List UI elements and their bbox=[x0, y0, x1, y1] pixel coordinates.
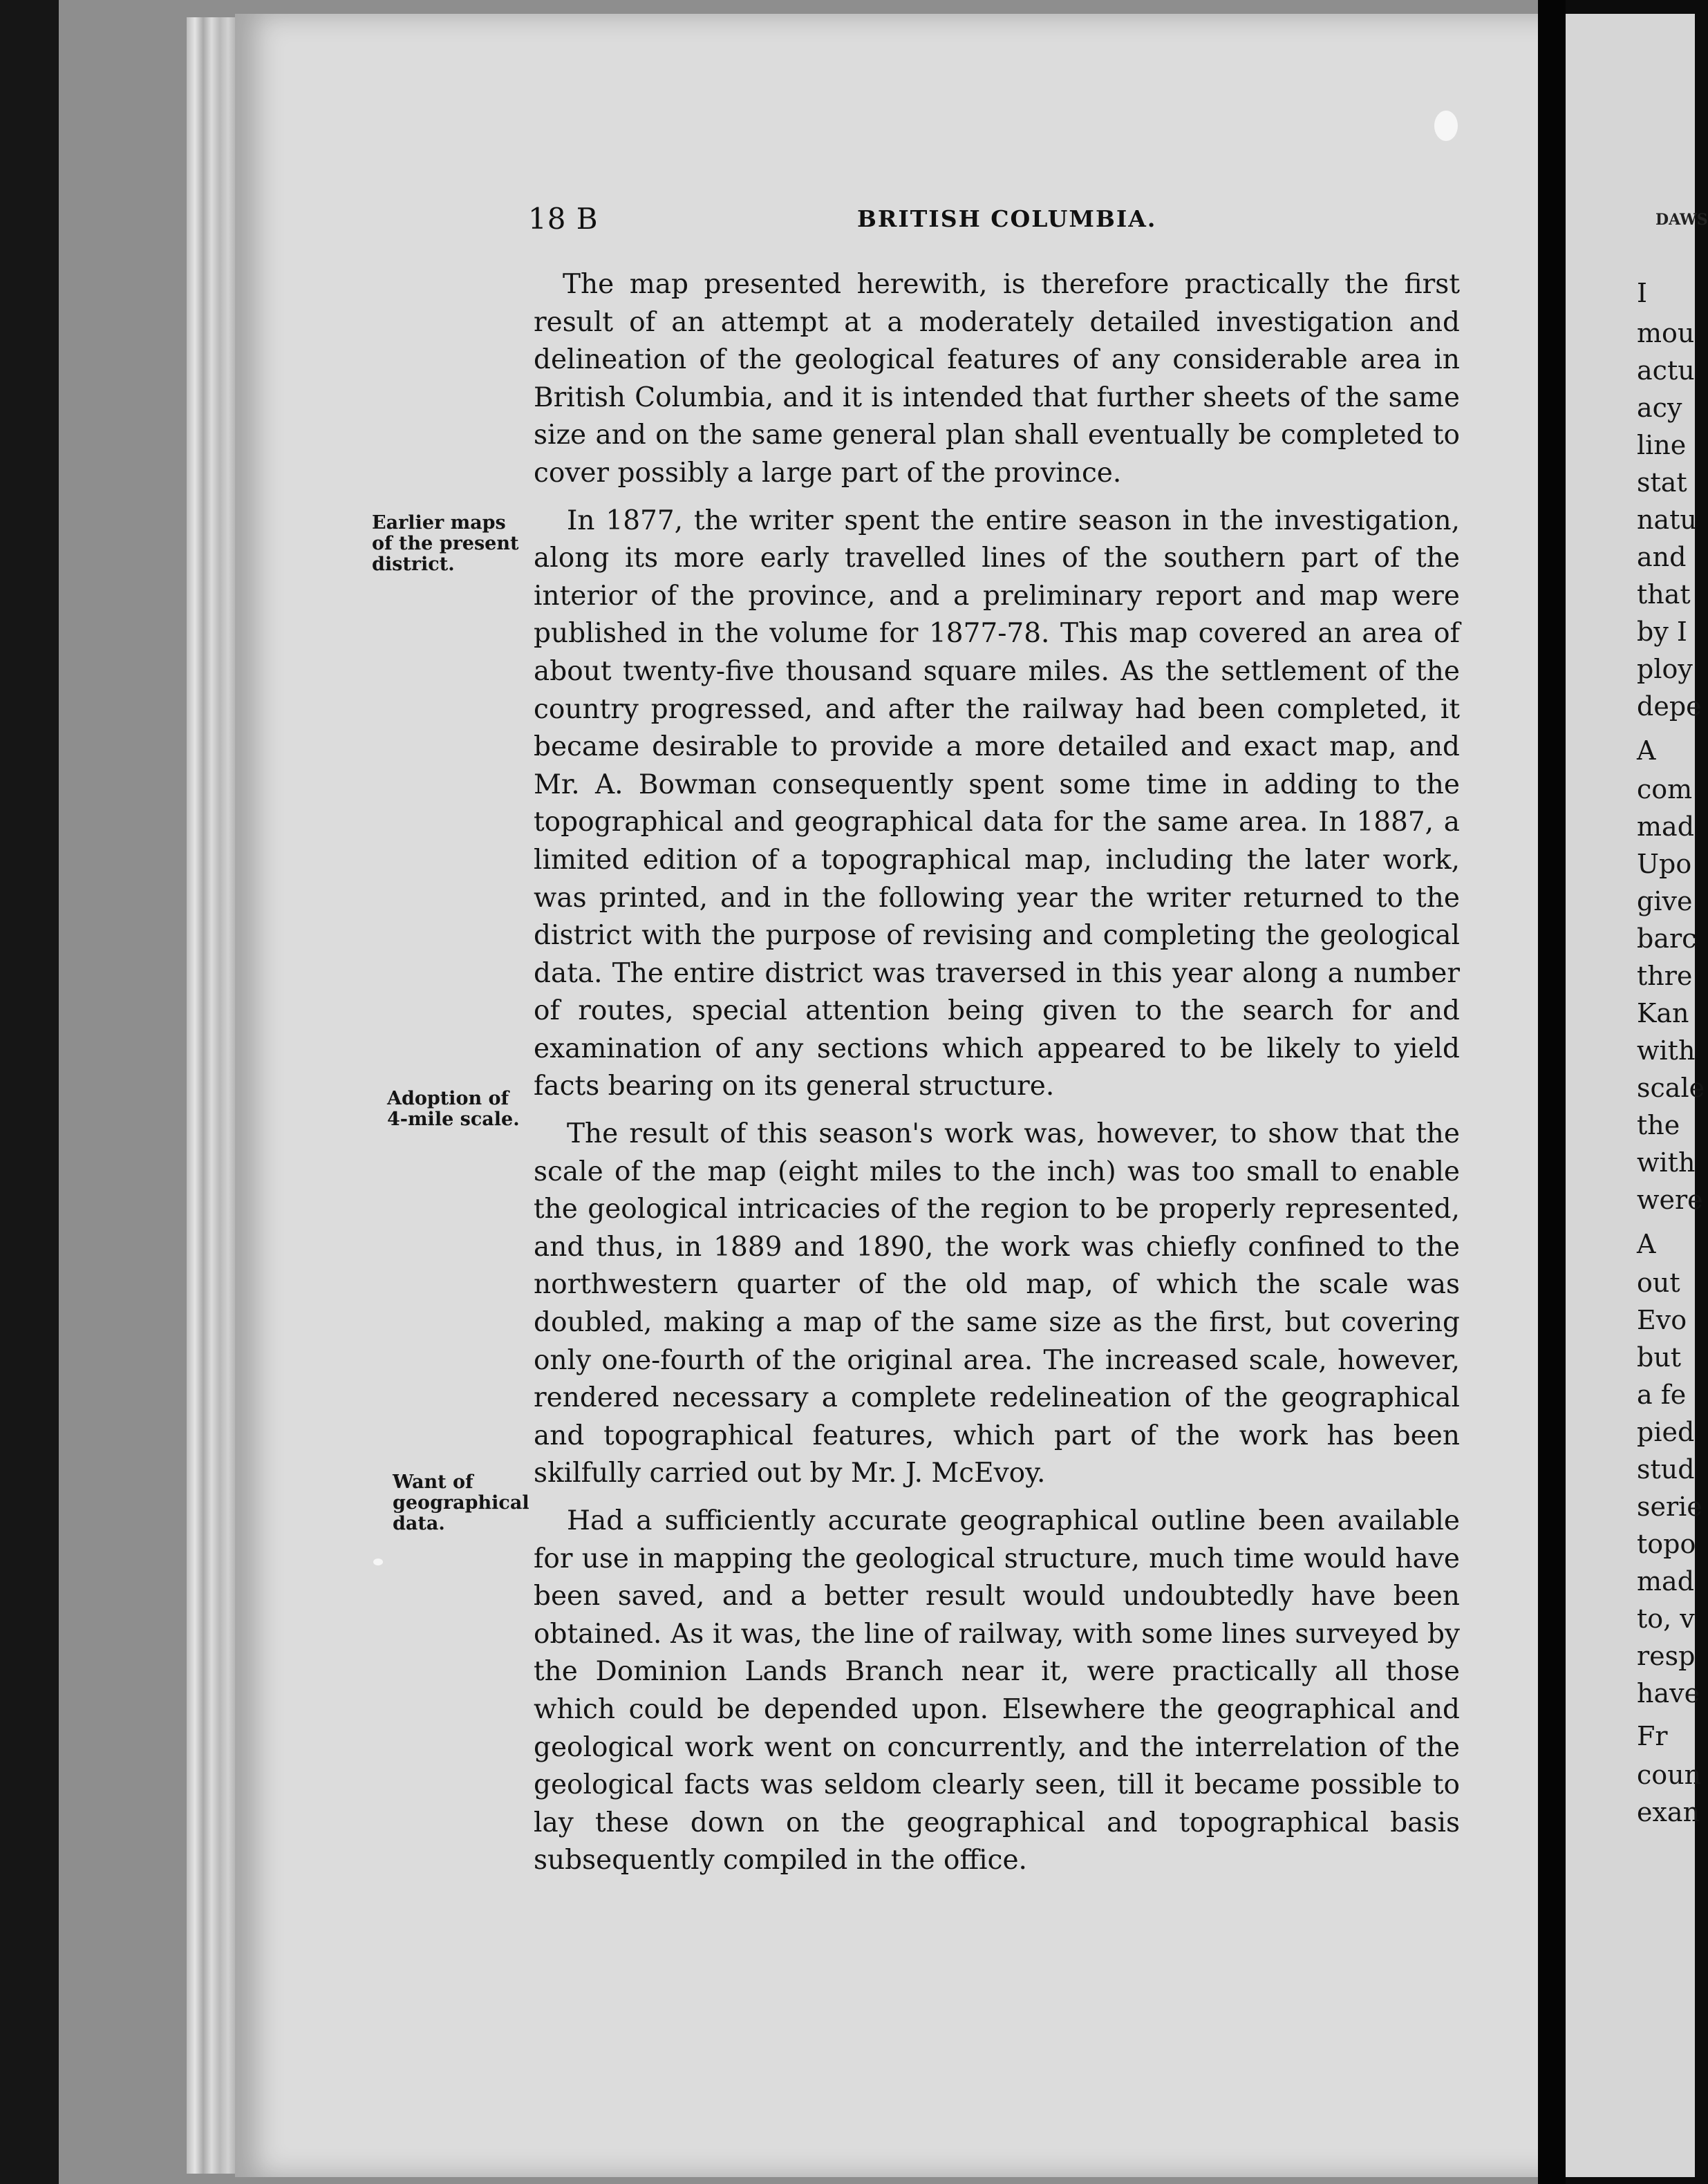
body-text bbox=[534, 266, 1460, 1890]
facing-line-fragment: and bbox=[1637, 542, 1687, 572]
facing-line-fragment: I bbox=[1637, 278, 1648, 308]
facing-line-fragment: give bbox=[1637, 886, 1693, 916]
facing-line-fragment: scale bbox=[1637, 1073, 1705, 1103]
margin-note-adoption-scale: Adoption of 4-mile scale. bbox=[387, 1088, 520, 1130]
facing-line-fragment: natu bbox=[1637, 505, 1697, 535]
facing-line-fragment: Upo bbox=[1637, 849, 1692, 879]
facing-line-fragment: topo bbox=[1637, 1529, 1696, 1559]
dust-speck bbox=[373, 1559, 383, 1565]
facing-line-fragment: a fe bbox=[1637, 1380, 1687, 1410]
facing-line-fragment: A bbox=[1637, 735, 1656, 766]
facing-line-fragment: but bbox=[1637, 1342, 1682, 1373]
facing-line-fragment: the bbox=[1637, 1110, 1680, 1140]
facing-line-fragment: stud bbox=[1637, 1454, 1695, 1485]
facing-line-fragment: have bbox=[1637, 1678, 1700, 1708]
facing-line-fragment: depe bbox=[1637, 691, 1702, 722]
facing-line-fragment: thre bbox=[1637, 961, 1693, 991]
film-border-left bbox=[0, 0, 59, 2184]
dust-speck bbox=[1434, 111, 1458, 141]
stacked-page-edges bbox=[187, 17, 242, 2174]
page-number: 18 B bbox=[528, 202, 599, 236]
paragraph: The map presented herewith, is therefore practically the first result of an attempt at a moderately detailed investigation and delineation of the geological features of any considerable area in British Columbia, and it is intended that further sheets of the same size and on the same general plan shall eventually be completed to cover possibly a large part of the province. bbox=[534, 269, 1460, 489]
facing-line-fragment: mad bbox=[1637, 1566, 1695, 1597]
facing-line-fragment: out bbox=[1637, 1268, 1680, 1298]
paragraph: In 1877, the writer spent the entire season in the investigation, along its more early travelled lines of the southern part of the interior of the province, and a preliminary report and map were published in the volume for 1877-78. This map covered an area of about twenty-five thousand square miles. As the settlement of the country progressed, and after the railway had been completed, it became desirable to provide a more detailed and exact map, and Mr. A. Bowman consequently spent some time in adding to the topographical and geographical data for the same area. In 1887, a limited edition of a topographical map, including the later work, was printed, and in the following year the writer returned to the district with the purpose of revising and completing the geological data. The entire district was traversed in this year along a number of routes, special attention being given to the search for and examination of any sections which appeared to be likely to yield facts bearing on its general structure. bbox=[534, 505, 1460, 1102]
facing-running-head: DAWS bbox=[1655, 211, 1708, 229]
facing-line-fragment: with bbox=[1637, 1147, 1696, 1178]
running-head bbox=[0, 202, 1695, 236]
facing-line-fragment: coun bbox=[1637, 1760, 1702, 1790]
facing-line-fragment: Kan bbox=[1637, 998, 1689, 1028]
facing-line-fragment: to, v bbox=[1637, 1603, 1695, 1634]
facing-line-fragment: Evo bbox=[1637, 1305, 1687, 1335]
margin-note-want-of-data: Want of geographical data. bbox=[393, 1471, 529, 1534]
book-spine-gutter bbox=[1538, 0, 1566, 2184]
facing-line-fragment: barc bbox=[1637, 923, 1697, 954]
paragraph: Had a sufficiently accurate geographical outline been available for use in mapping the geological structure, much time would have been saved, and a better result would undoubtedly have been obtained. As it was, the line of railway, with some lines surveyed by the Dominion Lands Branch near it, were practically all those which could be depended upon. Elsewhere the geographical and geological work went on concurrently, and the interrelation of the geological facts was seldom clearly seen, till it became possible to lay these down on the geographical and topographical basis subsequently compiled in the office. bbox=[534, 1505, 1460, 1876]
facing-line-fragment: Fr bbox=[1637, 1721, 1668, 1751]
facing-line-fragment: line bbox=[1637, 430, 1687, 460]
facing-line-fragment: acy bbox=[1637, 393, 1682, 423]
margin-note-earlier-maps: Earlier maps of the present district. bbox=[372, 512, 519, 575]
facing-line-fragment: serie bbox=[1637, 1491, 1702, 1522]
facing-line-fragment: by I bbox=[1637, 616, 1687, 647]
facing-line-fragment: resp bbox=[1637, 1641, 1696, 1671]
facing-line-fragment: stat bbox=[1637, 467, 1687, 498]
facing-line-fragment: mad bbox=[1637, 811, 1695, 842]
facing-line-fragment: com bbox=[1637, 774, 1693, 804]
facing-line-fragment: were bbox=[1637, 1185, 1703, 1215]
facing-line-fragment: exan bbox=[1637, 1797, 1700, 1827]
facing-line-fragment: pied bbox=[1637, 1417, 1695, 1447]
facing-page bbox=[1566, 14, 1708, 2177]
facing-line-fragment: with bbox=[1637, 1035, 1696, 1066]
facing-line-fragment: that bbox=[1637, 579, 1691, 610]
paragraph: The result of this season's work was, however, to show that the scale of the map (eight miles to the inch) was too small to enable the geological intricacies of the region to be properly represented, and thus, in 1889 and 1890, the work was chiefly confined to the northwestern quarter of the old map, of which the scale was doubled, making a map of the same size as the first, but covering only one-fourth of the original area. The increased scale, however, rendered necessary a complete redelineation of the geographical and topographical features, which part of the work has been skilfully carried out by Mr. J. McEvoy. bbox=[534, 1118, 1460, 1489]
facing-line-fragment: mou bbox=[1637, 318, 1695, 348]
facing-line-fragment: ploy bbox=[1637, 654, 1693, 684]
page-title: BRITISH COLUMBIA. bbox=[857, 205, 1157, 232]
facing-line-fragment: actu bbox=[1637, 355, 1695, 386]
facing-line-fragment: A bbox=[1637, 1229, 1656, 1259]
